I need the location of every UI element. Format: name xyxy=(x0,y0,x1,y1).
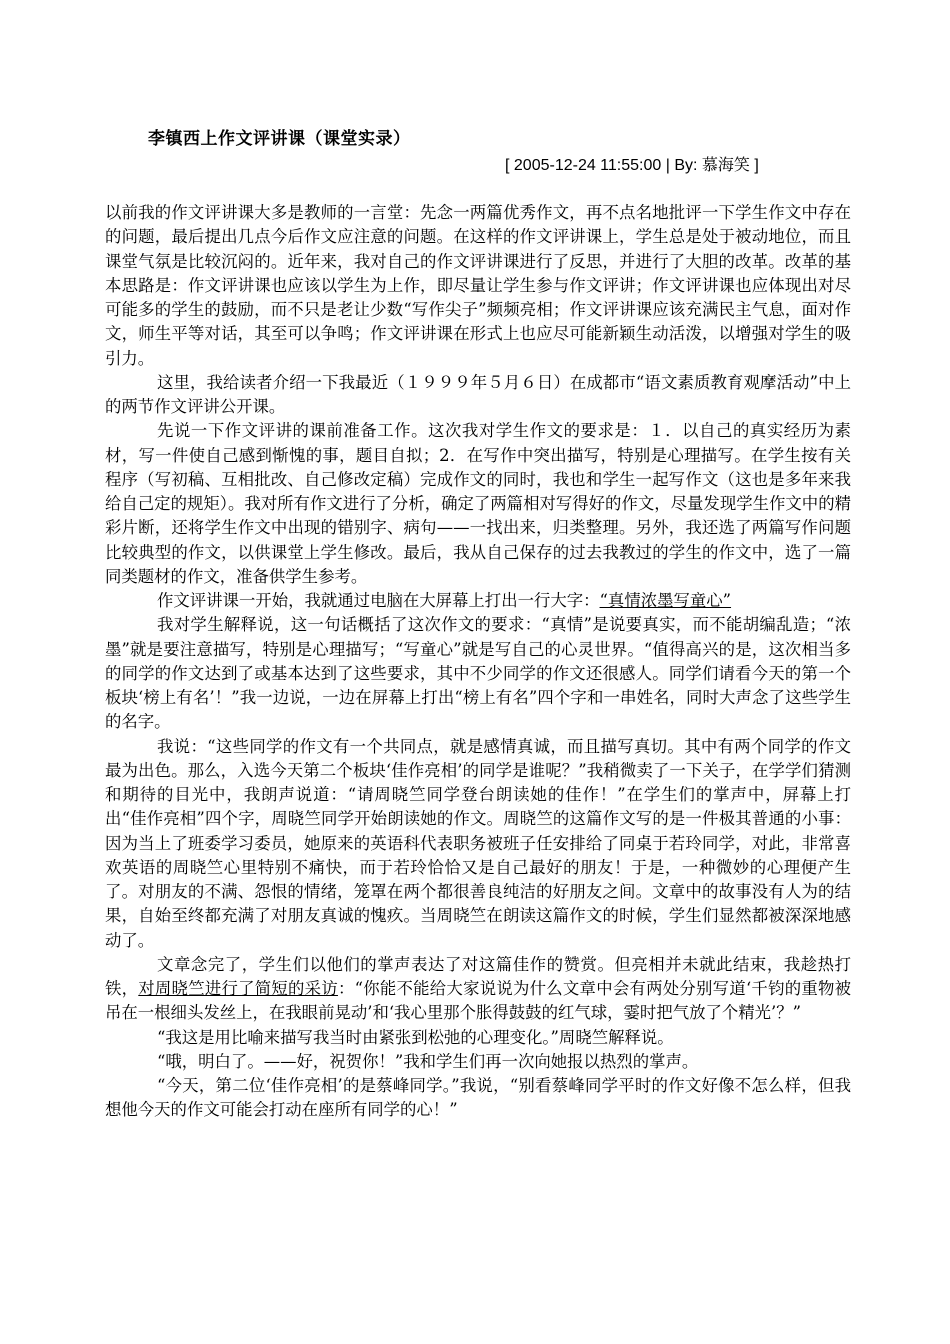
paragraph-4 xyxy=(105,589,851,613)
paragraph-1: 以前我的作文评讲课大多是教师的一言堂：先念一两篇优秀作文，再不点名地批评一下学生作文中存在的问题，最后提出几点今后作文应注意的问题。在这样的作文评讲课上，学生总是处于被动地位，而且课堂气氛是比较沉闷的。近年来，我对自己的作文评讲课进行了反思，并进行了大胆的改革。改革的基本思路是：作文评讲课也应该以学生为上作，即尽量让学生参与作文评讲；作文评讲课也应体现出对尽可能多的学生的鼓励，而不只是老让少数“写作尖子”频频亮相；作文评讲课应该充满民主气息，面对作文，师生平等对话，其至可以争鸣；作文评讲课在形式上也应尽可能新颖生动活泼，以增强对学生的吸引力。 xyxy=(105,203,851,368)
paragraph-7 xyxy=(105,953,851,1026)
article-body xyxy=(105,201,851,1123)
underlined-slogan: “真情浓墨写童心” xyxy=(599,591,732,610)
paragraph-2: 这里，我给读者介绍一下我最近（１９９９年５月６日）在成都市“语文素质教育观摩活动”中上的两节作文评讲公开课。 xyxy=(105,372,851,416)
underlined-interview-phrase: 对周晓竺进行了简短的采访 xyxy=(138,979,338,998)
paragraph-8: “我这是用比喻来描写我当时由紧张到松弛的心理变化。”周晓竺解释说。 xyxy=(157,1027,674,1047)
paragraph-10: “今天，第二位‘佳作亮相’的是蔡峰同学。”我说，“别看蔡峰同学平时的作文好像不怎么样，但我想他今天的作文可能会打动在座所有同学的心！” xyxy=(105,1076,851,1120)
post-byline: [ 2005-12-24 11:55:00 | By: 慕海笑 ] xyxy=(505,157,759,174)
paragraph-7-text-end: ：“你能不能给大家说说为什么文章中会有两处分别写道‘千钧的重物被吊在一根细头发丝上，在我眼前晃动’和‘我心里那个胀得鼓鼓的红气球，霎时把气放了个精光’？” xyxy=(105,979,852,1023)
paragraph-9: “哦，明白了。——好，祝贺你！”我和学生们再一次向她报以热烈的掌声。 xyxy=(157,1051,699,1071)
paragraph-3: 先说一下作文评讲的课前准备工作。这次我对学生作文的要求是：１．以自己的真实经历为素材，写一件使自己感到惭愧的事，题目自拟；2．在写作中突出描写，特别是心理描写。在学生按有关程序（写初稿、互相批改、自己修改定稿）完成作文的同时，我也和学生一起写作文（这也是多年来我给自己定的规矩）。我对所有作文进行了分析，确定了两篇相对写得好的作文，尽量发现学生作文中的精彩片断，还将学生作文中出现的错别字、病句——一找出来，归类整理。另外，我还选了两篇写作问题比较典型的作文，以供课堂上学生修改。最后，我从自己保存的过去我教过的学生的作文中，选了一篇同类题材的作文，准备供学生参考。 xyxy=(105,421,851,586)
document-title: 李镇西上作文评讲课（课堂实录） xyxy=(148,129,411,149)
paragraph-6: 我说：“这些同学的作文有一个共同点，就是感情真诚，而且描写真切。其中有两个同学的作文最为出色。那么，入选今天第二个板块‘佳作亮相’的同学是谁呢？”我稍微卖了一下关子，在学学们猜测和期待的目光中，我朗声说道：“请周晓竺同学登台朗读她的佳作！”在学生们的掌声中，屏幕上打出“佳作亮相”四个字，周晓竺同学开始朗读她的作文。周晓竺的这篇作文写的是一件极其普通的小事：因为当上了班委学习委员，她原来的英语科代表职务被班子任安排给了同桌于若玲同学，对此，非常喜欢英语的周晓竺心里特别不痛快，而于若玲恰恰又是自己最好的朋友！于是，一种微妙的心理便产生了。对朋友的不满、怨恨的情绪，笼罩在两个都很善良纯洁的好朋友之间。文章中的故事没有人为的结果，自始至终都充满了对朋友真诚的愧疚。当周晓竺在朗读这篇作文的时候，学生们显然都被深深地感动了。 xyxy=(105,736,851,950)
paragraph-4-text: 作文评讲课一开始，我就通过电脑在大屏幕上打出一行大字： xyxy=(157,591,600,610)
paragraph-7-text-start: 文章念完了，学生们以他们的掌声表达了对这篇佳作的赞赏。但亮相并未就此结束，我趁热打铁， xyxy=(105,954,851,998)
paragraph-5: 我对学生解释说，这一句话概括了这次作文的要求：“真情”是说要真实，而不能胡编乱造；“浓墨”就是要注意描写，特别是心理描写；“写童心”就是写自己的心灵世界。“值得高兴的是，这次相当多的同学的作文达到了或基本达到了这些要求，其中不少同学的作文还很感人。同学们请看今天的第一个板块‘榜上有名’！”我一边说，一边在屏幕上打出“榜上有名”四个字和一串姓名，同时大声念了这些学生的名字。 xyxy=(105,615,851,732)
